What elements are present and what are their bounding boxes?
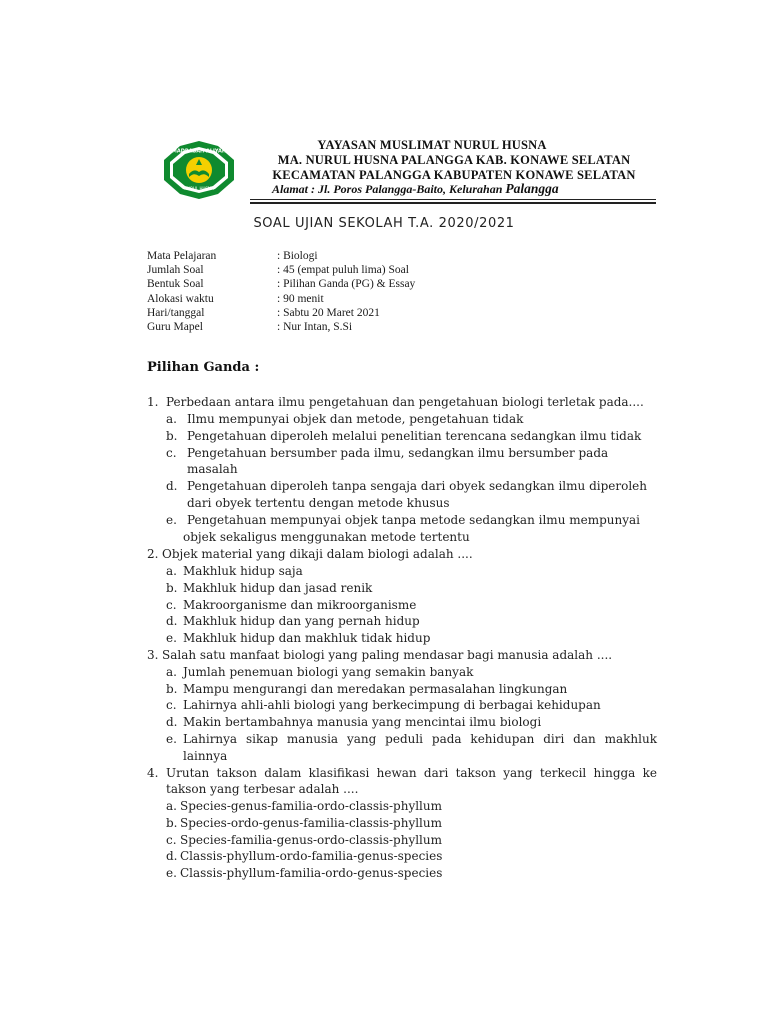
option-letter: e. <box>166 732 177 746</box>
question-text: Salah satu manfaat biologi yang paling mendasar bagi manusia adalah .... <box>162 648 613 662</box>
option-letter: d. <box>166 849 178 863</box>
option-letter: e. <box>166 631 177 645</box>
question-text-continued: takson yang terbesar adalah .... <box>166 782 359 796</box>
question-number: 1. <box>147 395 159 409</box>
logo-top-text: MADRASAH ALIYAH <box>171 148 227 155</box>
option-text: Pengetahuan diperoleh tanpa sengaja dari obyek sedangkan ilmu diperoleh <box>187 479 647 493</box>
exam-title: SOAL UJIAN SEKOLAH T.A. 2020/2021 <box>253 216 515 231</box>
option-text: Lahirnya ahli-ahli biologi yang berkecimpung di berbagai kehidupan <box>183 698 601 712</box>
option-text: Lahirnya sikap manusia yang peduli pada kehidupan diri dan makhluk <box>183 732 657 746</box>
option-text: Species-genus-familia-ordo-classis-phyllum <box>180 799 443 813</box>
question-number: 4. <box>147 766 159 780</box>
header-divider-thick <box>250 202 656 204</box>
option-letter: e. <box>166 513 177 527</box>
option-text: Makhluk hidup dan jasad renik <box>183 581 373 595</box>
option-letter: c. <box>166 598 177 612</box>
option-letter: b. <box>166 682 178 696</box>
option-letter: a. <box>166 665 177 679</box>
option-letter: a. <box>166 564 177 578</box>
option-letter: d. <box>166 715 178 729</box>
option-letter: a. <box>166 412 177 426</box>
option-letter: c. <box>166 446 177 460</box>
option-text: Jumlah penemuan biologi yang semakin banyak <box>183 665 474 679</box>
option-letter: a. <box>166 799 177 813</box>
option-text-continued: dari obyek tertentu dengan metode khusus <box>187 496 450 510</box>
info-row-teacher: Guru Mapel : Nur Intan, S.Si <box>147 320 353 333</box>
option-letter: d. <box>166 614 178 628</box>
info-row-question-type: Bentuk Soal : Pilihan Ganda (PG) & Essay <box>147 278 416 291</box>
option-letter: c. <box>166 698 177 712</box>
option-text: Ilmu mempunyai objek dan metode, pengetahuan tidak <box>187 412 524 426</box>
exam-info-table <box>147 249 415 334</box>
school-address <box>272 181 559 197</box>
option-text: Classis-phyllum-familia-ordo-genus-species <box>180 866 443 880</box>
option-text: Makhluk hidup dan makhluk tidak hidup <box>183 631 431 645</box>
option-letter: b. <box>166 816 178 830</box>
address-text: Alamat : Jl. Poros Palangga-Baito, Kelurahan <box>272 182 503 196</box>
option-letter: b. <box>166 581 178 595</box>
option-letter: b. <box>166 429 178 443</box>
foundation-name: YAYASAN MUSLIMAT NURUL HUSNA <box>317 138 547 152</box>
info-row-question-count: Jumlah Soal : 45 (empat puluh lima) Soal <box>147 264 409 277</box>
header-divider-thin <box>250 199 656 200</box>
option-text: Pengetahuan diperoleh melalui penelitian terencana sedangkan ilmu tidak <box>187 429 642 443</box>
school-name: MA. NURUL HUSNA PALANGGA KAB. KONAWE SELATAN <box>277 153 631 167</box>
option-text: Species-familia-genus-ordo-classis-phyllum <box>180 833 443 847</box>
option-text-continued: lainnya <box>183 749 228 763</box>
option-text: Pengetahuan bersumber pada ilmu, sedangkan ilmu bersumber pada <box>187 446 609 460</box>
option-text: Classis-phyllum-ordo-familia-genus-species <box>180 849 443 863</box>
option-text: Species-ordo-genus-familia-classis-phyllum <box>180 816 443 830</box>
question-text: Perbedaan antara ilmu pengetahuan dan pengetahuan biologi terletak pada.... <box>166 395 644 409</box>
question-number: 3. <box>147 648 159 662</box>
option-letter: d. <box>166 479 178 493</box>
address-place: Palangga <box>505 181 559 196</box>
option-text-continued: objek sekaligus menggunakan metode tertentu <box>183 530 470 544</box>
section-title: Pilihan Ganda : <box>147 360 260 375</box>
option-text: Makhluk hidup saja <box>183 564 303 578</box>
question-number: 2. <box>147 547 159 561</box>
school-district: KECAMATAN PALANGGA KABUPATEN KONAWE SELATAN <box>272 168 636 182</box>
info-row-time-allocation: Alokasi waktu : 90 menit <box>147 292 324 305</box>
option-letter: e. <box>166 866 177 880</box>
question-text: Objek material yang dikaji dalam biologi adalah .... <box>162 547 473 561</box>
option-text: Pengetahuan mempunyai objek tanpa metode sedangkan ilmu mempunyai <box>187 513 640 527</box>
option-letter: c. <box>166 833 177 847</box>
option-text: Makroorganisme dan mikroorganisme <box>183 598 417 612</box>
option-text: Makin bertambahnya manusia yang mencintai ilmu biologi <box>183 715 542 729</box>
question-text: Urutan takson dalam klasifikasi hewan dari takson yang terkecil hingga ke <box>166 766 657 780</box>
logo-bottom-text: NURUL HUSNA <box>184 186 214 191</box>
option-text-continued: masalah <box>187 462 238 476</box>
option-text: Makhluk hidup dan yang pernah hidup <box>183 614 420 628</box>
option-text: Mampu mengurangi dan meredakan permasalahan lingkungan <box>183 682 568 696</box>
info-row-date: Hari/tanggal : Sabtu 20 Maret 2021 <box>147 306 380 319</box>
info-row-subject: Mata Pelajaran : Biologi <box>147 250 318 262</box>
